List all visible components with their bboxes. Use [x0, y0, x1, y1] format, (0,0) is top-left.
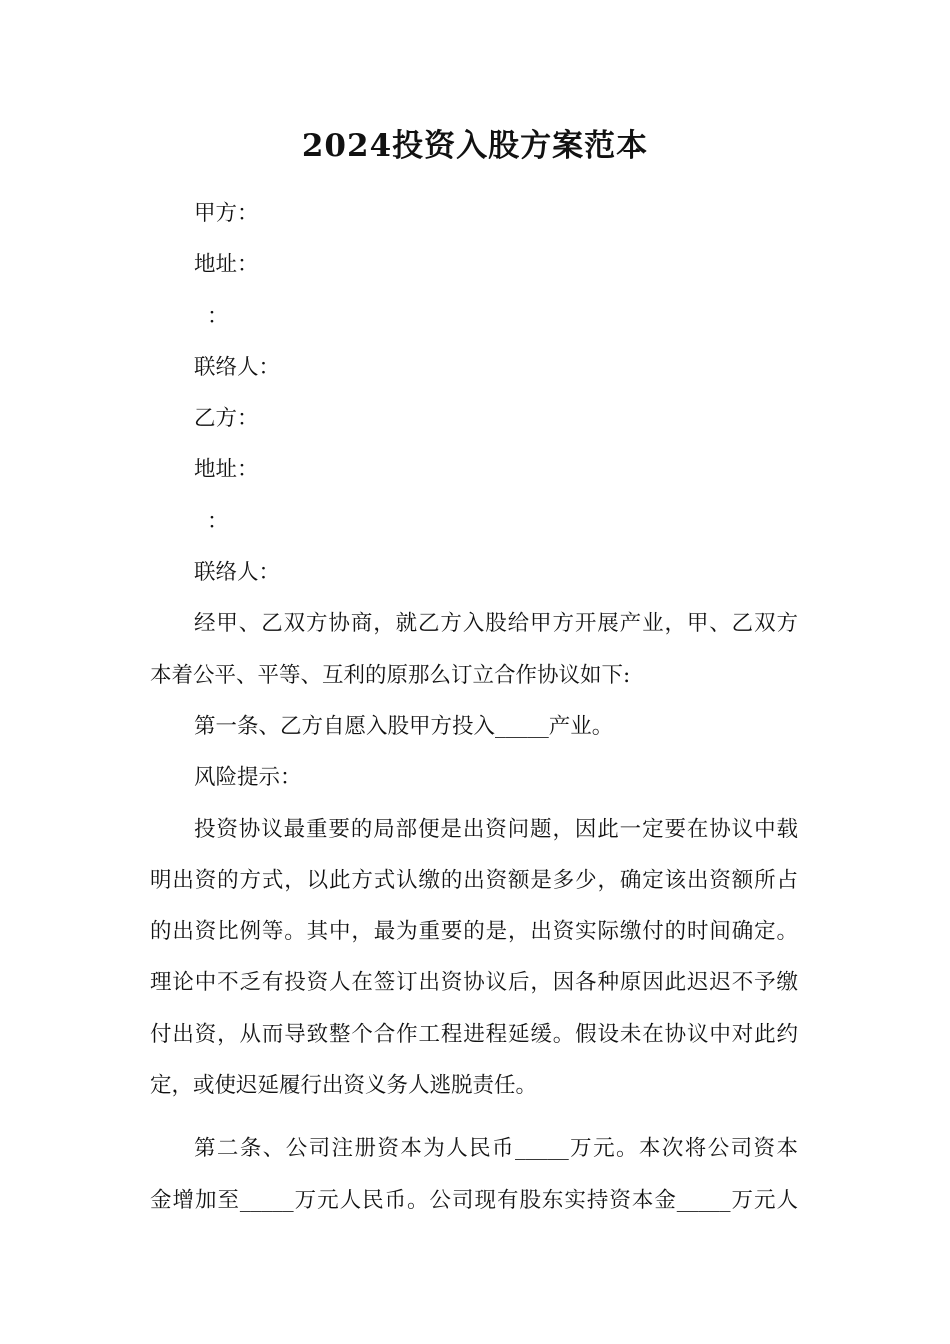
risk-paragraph-line: 理论中不乏有投资人在签订出资协议后，因各种原因此迟迟不予缴 — [150, 970, 798, 996]
preamble-line: 本着公平、平等、互利的原那么订立合作协议如下: — [150, 662, 631, 688]
article-2-line: 金增加至_____万元人民币。公司现有股东实持资本金_____万元人 — [150, 1187, 798, 1213]
risk-paragraph-line: 付出资，从而导致整个合作工程进程延缓。假设未在协议中对此约 — [150, 1021, 798, 1047]
document-body — [150, 188, 798, 1226]
party-b-contact-label: 联络人： — [194, 560, 281, 586]
risk-paragraph-line: 的出资比例等。其中，最为重要的是，出资实际缴付的时间确定。 — [150, 919, 798, 945]
risk-paragraph-line: 明出资的方式，以此方式认缴的出资额是多少，确定该出资额所占 — [150, 867, 798, 893]
party-a-contact-label: 联络人： — [194, 354, 281, 380]
article-1: 第一条、乙方自愿入股甲方投入_____产业。 — [194, 713, 614, 739]
risk-paragraph-line: 定，或使迟延履行出资义务人逃脱责任。 — [150, 1073, 538, 1099]
party-a-address-label: 地址： — [194, 252, 259, 278]
preamble-line: 经甲、乙双方协商，就乙方入股给甲方开展产业，甲、乙双方 — [194, 611, 798, 637]
party-b-blank-field: ： — [207, 508, 229, 534]
party-b-address-label: 地址： — [194, 457, 259, 483]
paragraph-spacer — [150, 1111, 798, 1123]
risk-paragraph-line: 投资协议最重要的局部便是出资问题，因此一定要在协议中载 — [194, 816, 798, 842]
article-2-line: 第二条、公司注册资本为人民币_____万元。本次将公司资本 — [194, 1136, 798, 1162]
risk-warning-label: 风险提示： — [194, 765, 302, 791]
party-a-label: 甲方： — [194, 201, 259, 226]
party-b-label: 乙方： — [194, 406, 259, 432]
document-title: 2024投资入股方案范本 — [301, 128, 649, 164]
party-a-blank-field: ： — [207, 303, 229, 329]
